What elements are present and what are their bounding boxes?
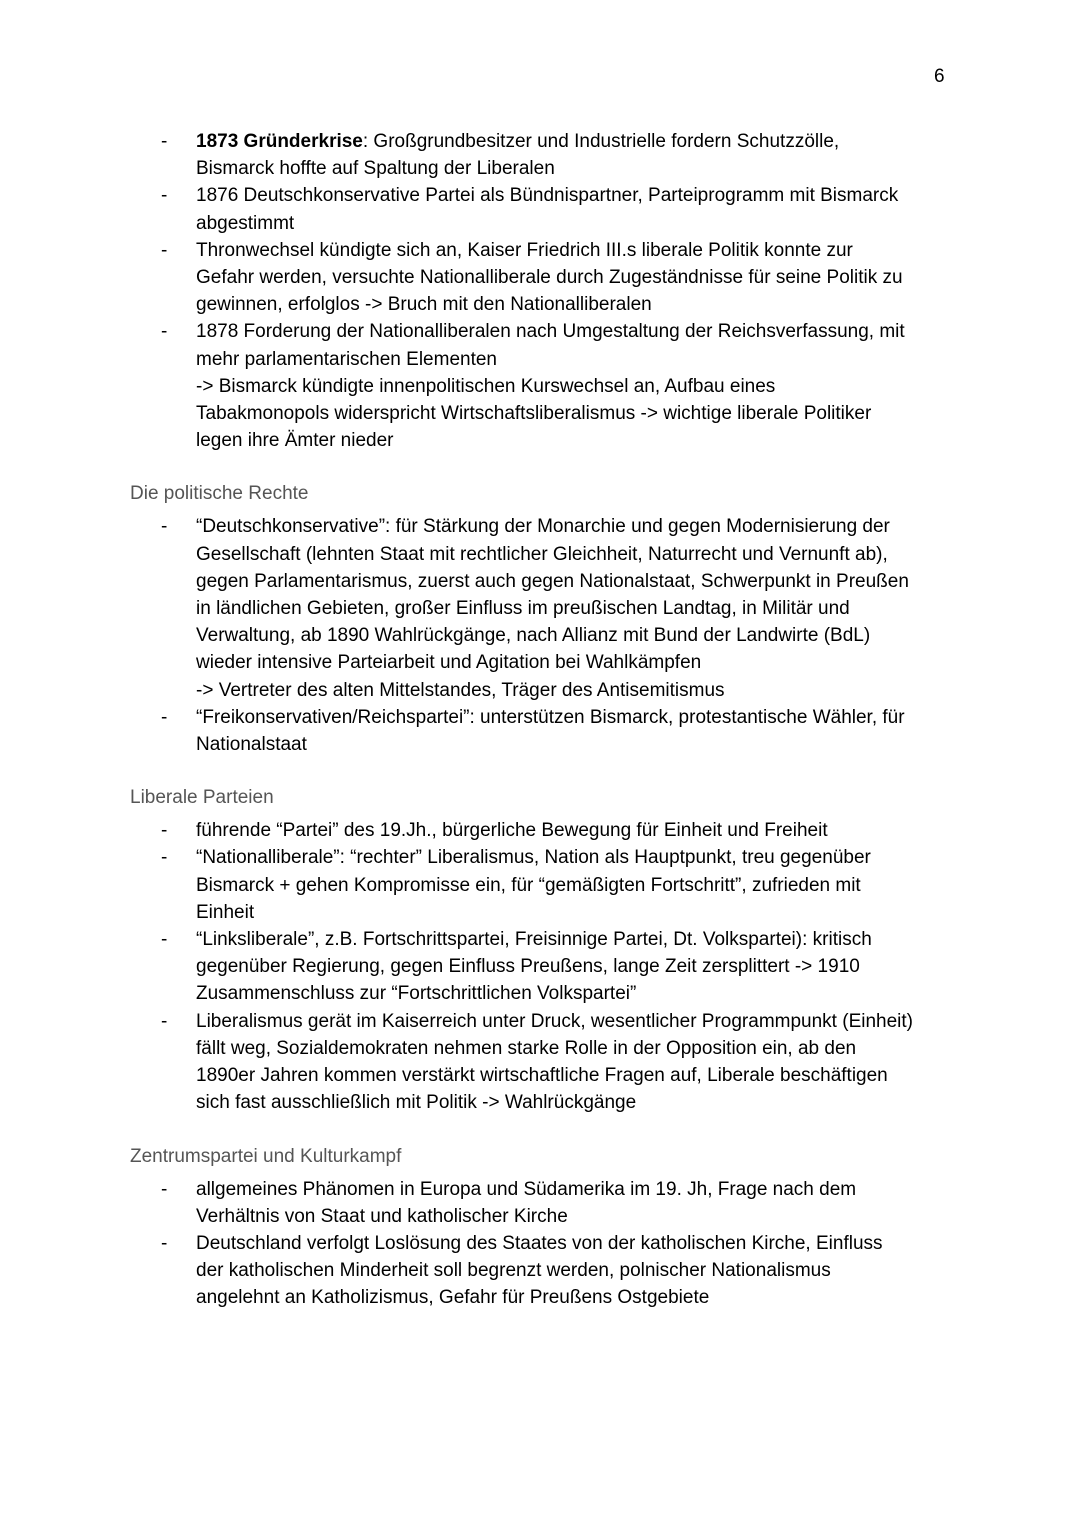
line-text: 1878 Forderung der Nationalliberalen nach Umgestaltung der Reichsverfassung, mit <box>196 321 905 343</box>
line-text: 1876 Deutschkonservative Partei als Bündnispartner, Parteiprogramm mit Bismarck <box>196 185 899 207</box>
text-line <box>196 622 956 649</box>
list-item <box>0 182 1080 236</box>
text-line <box>196 427 956 454</box>
bullet-list <box>0 513 1080 758</box>
line-text: wieder intensive Parteiarbeit und Agitation bei Wahlkämpfen <box>196 652 702 674</box>
dash-bullet-icon: - <box>161 706 168 728</box>
list-item <box>0 844 1080 926</box>
text-line <box>196 649 956 676</box>
line-text: Gefahr werden, versuchte Nationalliberale durch Zugeständnisse für seine Politik zu <box>196 267 903 289</box>
line-text: “Nationalliberale”: “rechter” Liberalismus, Nation als Hauptpunkt, treu gegenüber <box>196 847 871 869</box>
text-line <box>196 677 956 704</box>
dash-bullet-icon: - <box>161 131 168 152</box>
text-line <box>196 1176 956 1203</box>
bullet-list <box>0 817 1080 1116</box>
list-item <box>0 817 1080 844</box>
dash-bullet-icon: - <box>161 1232 168 1254</box>
text-line <box>196 1203 956 1230</box>
line-text: angelehnt an Katholizismus, Gefahr für Preußens Ostgebiete <box>196 1287 710 1309</box>
line-text: allgemeines Phänomen in Europa und Südamerika im 19. Jh, Frage nach dem <box>196 1178 857 1200</box>
dash-bullet-icon: - <box>161 516 168 538</box>
text-line <box>196 373 956 400</box>
text-line <box>196 595 956 622</box>
dash-bullet-icon: - <box>161 185 168 207</box>
text-line <box>196 291 956 318</box>
text-line <box>196 1284 956 1311</box>
text-line <box>196 1230 956 1257</box>
line-text: legen ihre Ämter nieder <box>196 430 394 452</box>
section-spacer <box>0 454 1080 480</box>
line-text: Deutschland verfolgt Loslösung des Staates von der katholischen Kirche, Einfluss <box>196 1232 883 1254</box>
line-text: Einheit <box>196 901 255 923</box>
bullet-list <box>0 1176 1080 1312</box>
text-line <box>196 210 956 237</box>
line-text: Liberalismus gerät im Kaiserreich unter Druck, wesentlicher Programmpunkt (Einheit) <box>196 1010 913 1032</box>
line-text: Tabakmonopols widerspricht Wirtschaftsliberalismus -> wichtige liberale Politiker <box>196 403 872 425</box>
text-line <box>196 155 956 182</box>
line-text: Nationalstaat <box>196 734 307 756</box>
page-number: 6 <box>934 66 945 87</box>
list-item <box>0 237 1080 319</box>
list-item <box>0 926 1080 1008</box>
text-line <box>196 264 956 291</box>
text-line <box>196 953 956 980</box>
section <box>0 454 1080 758</box>
text-line <box>196 237 956 264</box>
text-line <box>196 704 956 731</box>
line-text: 1890er Jahren kommen verstärkt wirtschaftliche Fragen auf, Liberale beschäftigen <box>196 1065 888 1087</box>
section <box>0 1117 1080 1312</box>
dash-bullet-icon: - <box>161 239 168 261</box>
text-line <box>196 1257 956 1284</box>
text-line <box>196 899 956 926</box>
bullet-list <box>0 128 1080 454</box>
line-text: mehr parlamentarischen Elementen <box>196 348 497 370</box>
list-item <box>0 704 1080 758</box>
dash-bullet-icon: - <box>161 820 168 842</box>
text-line <box>196 513 956 540</box>
line-text: Thronwechsel kündigte sich an, Kaiser Friedrich III.s liberale Politik konnte zur <box>196 239 853 261</box>
text-line <box>196 128 956 155</box>
text-line <box>196 980 956 1007</box>
line-text: “Freikonservativen/Reichspartei”: unterstützen Bismarck, protestantische Wähler, für <box>196 706 905 728</box>
text-line <box>196 872 956 899</box>
section-spacer <box>0 1117 1080 1143</box>
line-text: der katholischen Minderheit soll begrenzt werden, polnischer Nationalismus <box>196 1260 831 1282</box>
line-text: Bismarck hoffte auf Spaltung der Liberalen <box>196 158 555 180</box>
line-text: sich fast ausschließlich mit Politik -> Wahlrückgänge <box>196 1092 637 1114</box>
line-text: gegen Parlamentarismus, zuerst auch gegen Nationalstaat, Schwerpunkt in Preußen <box>196 570 909 592</box>
section-heading: Die politische Rechte <box>130 483 309 505</box>
text-line <box>196 346 956 373</box>
line-text: in ländlichen Gebieten, großer Einfluss im preußischen Landtag, in Militär und <box>196 598 850 620</box>
line-text: Verhältnis von Staat und katholischer Kirche <box>196 1205 568 1227</box>
text-line <box>196 844 956 871</box>
line-text: abgestimmt <box>196 212 295 234</box>
list-item <box>0 513 1080 703</box>
text-line <box>196 541 956 568</box>
line-text: -> Vertreter des alten Mittelstandes, Träger des Antisemitismus <box>196 679 725 701</box>
line-text: : Großgrundbesitzer und Industrielle fordern Schutzzölle, <box>362 131 840 152</box>
line-text: Gesellschaft (lehnten Staat mit rechtlicher Gleichheit, Naturrecht und Vernunft ab), <box>196 543 888 565</box>
dash-bullet-icon: - <box>161 1010 168 1032</box>
section-heading: Liberale Parteien <box>130 787 274 809</box>
line-text: gewinnen, erfolglos -> Bruch mit den Nationalliberalen <box>196 294 652 316</box>
section-heading: Zentrumspartei und Kulturkampf <box>130 1145 402 1167</box>
list-item <box>0 128 1080 182</box>
section-spacer <box>0 758 1080 784</box>
text-line <box>196 568 956 595</box>
line-text: “Linksliberale”, z.B. Fortschrittspartei, Freisinnige Partei, Dt. Volkspartei): kritisch <box>196 929 872 951</box>
dash-bullet-icon: - <box>161 321 168 343</box>
text-line <box>196 926 956 953</box>
text-line <box>196 731 956 758</box>
text-line <box>196 1035 956 1062</box>
line-text: Bismarck + gehen Kompromisse ein, für “gemäßigten Fortschritt”, zufrieden mit <box>196 874 861 896</box>
line-text: Zusammenschluss zur “Fortschrittlichen Volkspartei” <box>196 983 637 1005</box>
text-line <box>196 182 956 209</box>
dash-bullet-icon: - <box>161 847 168 869</box>
line-text: “Deutschkonservative”: für Stärkung der Monarchie und gegen Modernisierung der <box>196 516 890 538</box>
list-item <box>0 1230 1080 1312</box>
text-line <box>196 817 956 844</box>
text-line <box>196 1008 956 1035</box>
line-text: fällt weg, Sozialdemokraten nehmen starke Rolle in der Opposition ein, ab den <box>196 1037 857 1059</box>
list-item <box>0 318 1080 454</box>
text-line <box>196 1089 956 1116</box>
line-text: führende “Partei” des 19.Jh., bürgerliche Bewegung für Einheit und Freiheit <box>196 820 828 842</box>
dash-bullet-icon: - <box>161 1178 168 1200</box>
line-text: -> Bismarck kündigte innenpolitischen Kurswechsel an, Aufbau eines <box>196 375 776 397</box>
text-line <box>196 400 956 427</box>
document-body <box>0 128 1080 1312</box>
list-item <box>0 1008 1080 1117</box>
text-line <box>196 1062 956 1089</box>
section <box>0 128 1080 454</box>
line-text: Verwaltung, ab 1890 Wahlrückgänge, nach Allianz mit Bund der Landwirte (BdL) <box>196 625 871 647</box>
list-item <box>0 1176 1080 1230</box>
line-text: gegenüber Regierung, gegen Einfluss Preußens, lange Zeit zersplittert -> 1910 <box>196 956 860 978</box>
section <box>0 758 1080 1116</box>
bold-term: 1873 Gründerkrise <box>196 131 363 152</box>
dash-bullet-icon: - <box>161 929 168 951</box>
text-line <box>196 318 956 345</box>
